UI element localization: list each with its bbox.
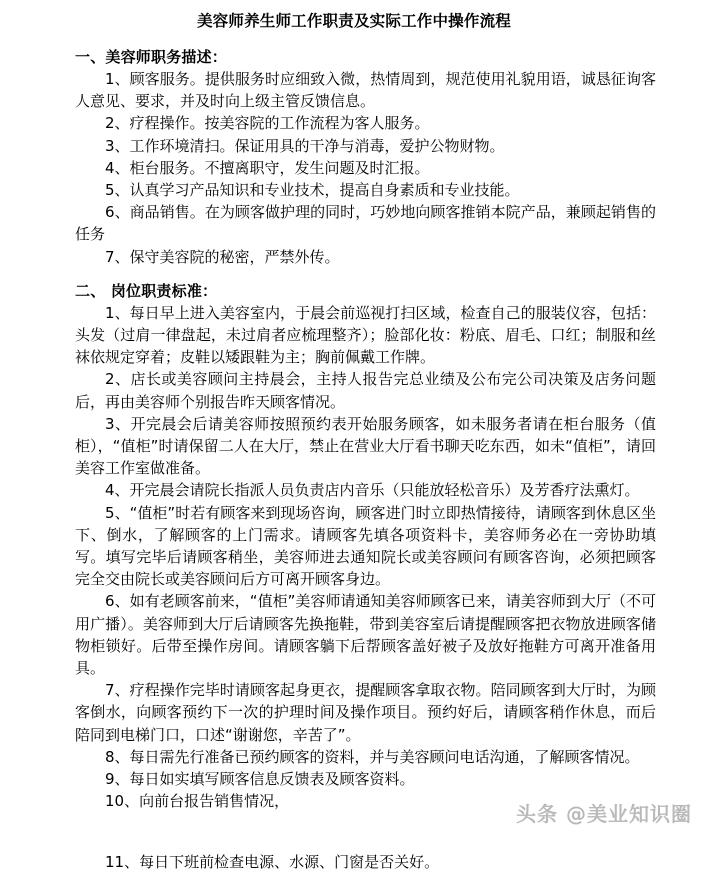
list-item: 7、保守美容院的秘密，严禁外传。 <box>105 247 340 266</box>
list-item: 3、开完晨会后请美容师按照预约表开始服务顾客，如未服务者请在柜台服务（值柜），“值柜”时请保留二人在大厅，禁止在营业大厅看书聊天吃东西，如未“值柜”，请回美容工作室做准备。 <box>75 414 656 478</box>
clipped-bottom-line: 11、每日下班前检查电源、水源、门窗是否关好。 <box>105 853 440 871</box>
list-item: 7、疗程操作完毕时请顾客起身更衣，提醒顾客拿取衣物。陪同顾客到大厅时，为顾客倒水，向顾客预约下一次的护理时间及操作项目。预约好后，请顾客稍作休息，而后陪同到电梯门口，口述“谢谢您，辛苦了”。 <box>75 681 656 744</box>
list-item: 9、每日如实填写顾客信息反馈表及顾客资料。 <box>105 770 415 789</box>
section-heading: 一、美容师职务描述： <box>75 48 228 66</box>
list-item: 10、向前台报告销售情况， <box>105 792 290 811</box>
list-item: 5、认真学习产品知识和专业技术，提高自身素质和专业技能。 <box>105 181 520 200</box>
section-duty-standards <box>75 280 656 813</box>
list-item: 4、柜台服务。不擅离职守，发生问题及时汇报。 <box>105 158 430 177</box>
list-item: 5、“值柜”时若有顾客来到现场咨询，顾客进门时立即热情接待，请顾客到休息区坐下、倒水，了解顾客的上门需求。请顾客先填各项资料卡，美容师务必在一旁协助填写。填写完毕后请顾客稍坐，美容师进去通知院长或美容顾问有顾客咨询，必须把顾客完全交由院长或美容顾问后方可离开顾客身边。 <box>75 503 656 589</box>
list-item: 2、店长或美容顾问主持晨会，主持人报告完总业绩及公布完公司决策及店务问题后，再由美容师个别报告昨天顾客情况。 <box>75 370 656 411</box>
section-job-description <box>75 46 656 268</box>
section-heading: 二、 岗位职责标准： <box>75 281 218 300</box>
list-item: 6、商品销售。在为顾客做护理的同时，巧妙地向顾客推销本院产品，兼顾起销售的任务 <box>75 203 656 244</box>
watermark: 头条 @美业知识圈 <box>516 802 692 826</box>
document-body <box>0 46 708 813</box>
section-item-list <box>75 302 656 813</box>
list-item: 2、疗程操作。按美容院的工作流程为客人服务。 <box>105 114 430 133</box>
list-item: 1、顾客服务。提供服务时应细致入微，热情周到，规范使用礼貌用语，诚恳征询客人意见、要求，并及时向上级主管反馈信息。 <box>75 70 656 111</box>
list-item: 3、工作环境清扫。保证用具的干净与消毒，爱护公物财物。 <box>105 136 505 155</box>
list-item: 8、每日需先行准备已预约顾客的资料，并与美容顾问电话沟通，了解顾客情况。 <box>105 747 640 766</box>
list-item: 6、如有老顾客前来，“值柜”美容师请通知美容师顾客已来，请美容师到大厅（不可用广播）。美容师到大厅后请顾客先换拖鞋，带到美容室后请提醒顾客把衣物放进顾客储物柜锁好。后带至操作房间。请顾客躺下后帮顾客盖好被子及放好拖鞋方可离开准备用具。 <box>75 592 656 678</box>
page-title: 美容师养生师工作职责及实际工作中操作流程 <box>196 12 511 30</box>
section-item-list <box>75 68 656 268</box>
list-item: 4、开完晨会请院长指派人员负责店内音乐（只能放轻松音乐）及芳香疗法熏灯。 <box>105 481 640 500</box>
list-item: 1、每日早上进入美容室内，于晨会前巡视打扫区域，检查自己的服装仪容，包括：头发（过肩一律盘起，未过肩者应梳理整齐）；脸部化妆：粉底、眉毛、口红；制服和丝袜依规定穿着；皮鞋以矮跟鞋为主；胸前佩戴工作牌。 <box>75 303 656 367</box>
